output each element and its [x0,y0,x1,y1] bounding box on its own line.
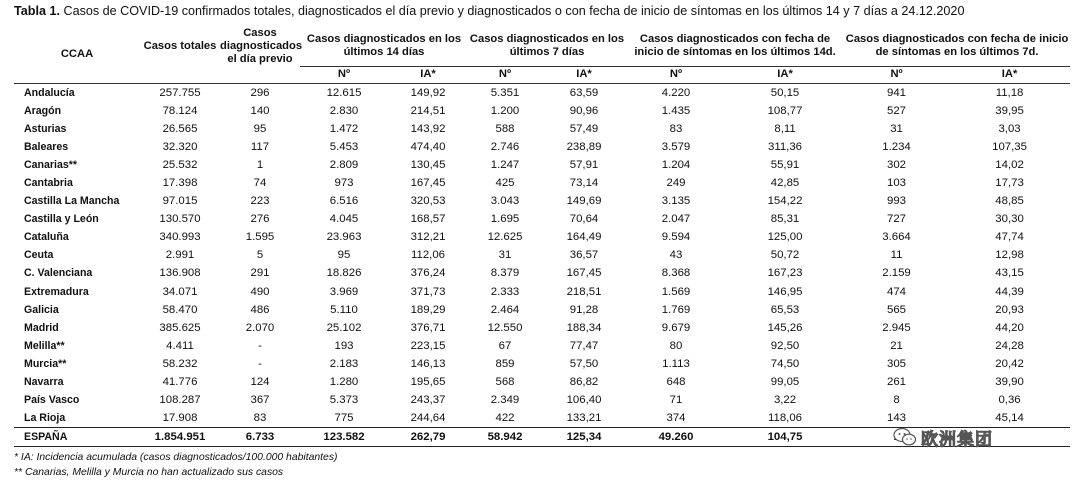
cell-s14ia: 99,05 [770,376,800,388]
cell-s14n: 4.220 [661,86,691,99]
cell-s7ia: 24,28 [995,339,1024,352]
cell-s7n: 11 [890,249,903,262]
total-name: ESPAÑA [14,428,140,447]
cell-d7n: 568 [495,376,515,388]
cell-totales: 34.071 [162,285,198,298]
cell-d14ia: 112,06 [411,249,445,262]
cell-s14n: 249 [666,176,686,189]
cell-d7ia: 57,91 [569,158,599,171]
cell-previo: 140 [250,104,270,117]
header-casos-totales: Casos totales [143,40,217,52]
ccaa-name: Madrid [24,321,59,334]
cell-totales: 78.124 [162,104,198,117]
table-row [14,120,1070,138]
cell-s14ia: 108,77 [767,104,803,117]
cell-previo: 291 [250,267,270,280]
cell-s14n: 1.569 [661,285,691,298]
cell-d7ia: 106,40 [566,394,602,407]
cell-d14n: 5.453 [329,140,359,153]
ccaa-name: Galicia [24,303,59,316]
table-row [14,337,1070,355]
cell-previo: 223 [250,195,270,208]
cell-previo: - [258,357,262,370]
cell-s7ia: 44,39 [995,285,1024,298]
cell-d7ia: 149,69 [566,195,602,208]
cell-s7n: 3.664 [882,231,911,244]
cell-d14ia: 167,45 [410,176,446,189]
cell-d7ia: 133,21 [566,412,602,425]
cell-d7ia: 238,89 [566,140,602,153]
cell-previo: 74 [253,176,267,189]
cell-s7n: 143 [887,412,907,425]
cell-d14n: 973 [334,176,354,189]
cell-s14n: 1.769 [661,303,691,316]
cell-totales: 58.470 [162,303,198,316]
cell-d14n: 2.830 [329,104,359,117]
ccaa-name: Cataluña [24,231,69,244]
cell-s14n: 2.047 [661,213,691,226]
cell-d14n: 2.809 [329,158,359,171]
header-diag-14d: Casos diagnosticados en los últimos 14 días [300,27,468,66]
cell-d7n: 31 [498,249,512,262]
cell-s7ia: 39,90 [995,376,1024,388]
cell-totales: 108.287 [159,394,201,407]
cell-s14n: 9.679 [661,321,691,334]
cell-d7n: 588 [495,122,515,135]
header-sint14-ia: IA* [726,66,844,83]
cell-d7ia: 164,49 [566,231,602,244]
cell-s14ia: 3,22 [773,394,797,407]
table-row [14,156,1070,174]
cell-totales: 4.411 [166,339,194,352]
cell-totales: 97.015 [162,195,198,208]
header-dia-previo: Casos diagnosticados el día previo [220,27,303,65]
cell-s14n: 374 [666,412,686,425]
table-row [14,264,1070,282]
cell-d14ia: 146,13 [410,357,446,370]
table-notes [14,450,337,480]
cell-totales: 257.755 [159,86,201,99]
cell-s7ia: 45,14 [995,412,1024,425]
ccaa-name: Extremadura [24,285,89,298]
cell-d7n: 2.333 [490,285,520,298]
cell-s14ia: 167,23 [767,267,803,280]
header-blank-previo [220,66,300,83]
cell-d14ia: 195,65 [410,376,446,388]
cell-d14ia: 474,40 [410,140,446,153]
cell-d7ia: 77,47 [569,339,599,352]
cell-previo: 83 [253,412,267,425]
table-row [14,210,1070,228]
cell-s7ia: 39,95 [995,104,1024,117]
table-title [14,4,964,18]
cell-s7ia: 30,30 [995,213,1024,226]
cell-s14ia: 42,85 [770,176,800,189]
ccaa-name: País Vasco [24,394,80,407]
cell-d14ia: 312,21 [410,231,446,244]
cell-s14n: 80 [669,339,683,352]
cell-d7ia: 63,59 [569,86,599,99]
cell-s7n: 261 [887,376,907,388]
cell-d7n: 1.247 [490,158,520,171]
ccaa-name: Baleares [24,140,69,153]
watermark [893,424,1073,450]
cell-d14ia: 214,51 [410,104,446,117]
cell-previo: 276 [250,213,270,226]
cell-s14n: 1.113 [662,357,690,370]
cell-s7ia: 43,15 [995,267,1024,280]
cell-d7n: 67 [498,339,512,352]
cell-s14n: 8.368 [661,267,691,280]
total-previo: 6.733 [220,428,300,447]
cell-d7n: 422 [495,412,515,425]
cell-totales: 130.570 [159,213,201,226]
cell-d7ia: 188,34 [566,321,602,334]
cell-previo: 1.595 [245,231,275,244]
cell-d14ia: 243,37 [410,394,446,407]
header-diag7-ia: IA* [542,66,626,83]
cell-s7ia: 47,74 [995,231,1024,244]
cell-s7n: 305 [887,357,907,370]
header-sintomas-7d: Casos diagnosticados con fecha de inicio de síntomas en los últimos 7d. [844,27,1070,66]
cell-previo: 296 [250,86,270,99]
cell-totales: 41.776 [162,376,198,388]
cell-totales: 17.908 [162,412,198,425]
table-row [14,319,1070,337]
cell-s14ia: 125,00 [767,231,803,244]
cell-s14n: 9.594 [661,231,691,244]
cell-s7ia: 48,85 [995,195,1024,208]
cell-s7ia: 0,36 [998,394,1021,407]
cell-totales: 136.908 [159,267,201,280]
cell-d14n: 3.969 [329,285,359,298]
header-diag14-ia: IA* [388,66,468,83]
cell-d14n: 23.963 [326,231,362,244]
cell-s7n: 21 [890,339,903,352]
cell-s14n: 3.135 [661,195,691,208]
cell-d14n: 95 [337,249,351,262]
total-totales: 1.854.951 [140,428,220,447]
cell-d14n: 6.516 [329,195,359,208]
ccaa-name: Canarias** [24,158,77,171]
cell-d14n: 5.373 [329,394,359,407]
cell-d14n: 5.110 [330,303,358,316]
cell-totales: 340.993 [159,231,201,244]
total-d7n: 58.942 [468,428,542,447]
cell-s14ia: 50,72 [770,249,800,262]
cell-s7ia: 17,73 [995,176,1024,189]
cell-d14ia: 376,71 [410,321,446,334]
table-row [14,102,1070,120]
ccaa-name: Castilla y León [24,213,99,226]
cell-d7ia: 86,82 [569,376,599,388]
covid-table [14,27,1070,447]
cell-totales: 26.565 [162,122,198,135]
cell-s14n: 1.435 [661,104,691,117]
cell-s14n: 3.579 [661,140,691,153]
table-row [14,301,1070,319]
cell-previo: 486 [250,303,270,316]
cell-s14ia: 55,91 [770,158,800,171]
cell-d14n: 775 [334,412,354,425]
cell-d7n: 12.550 [487,321,523,334]
cell-d7ia: 70,64 [569,213,599,226]
cell-s7ia: 107,35 [992,140,1027,153]
cell-s14ia: 85,31 [770,213,800,226]
cell-s7ia: 14,02 [995,158,1024,171]
cell-totales: 2.991 [165,249,195,262]
cell-d7n: 3.043 [490,195,520,208]
table-row [14,391,1070,409]
cell-s7ia: 20,93 [995,303,1024,316]
cell-s7n: 474 [887,285,907,298]
cell-d7n: 859 [495,357,515,370]
header-ccaa: CCAA [14,27,140,83]
header-blank-totales [140,66,220,83]
cell-d14ia: 320,53 [410,195,446,208]
cell-previo: 367 [250,394,270,407]
cell-d14ia: 143,92 [410,122,446,135]
cell-s7n: 941 [887,86,907,99]
cell-d7ia: 218,51 [566,285,602,298]
cell-totales: 17.398 [162,176,198,189]
table-row [14,174,1070,192]
cell-d7n: 8.379 [490,267,520,280]
cell-s7ia: 20,42 [995,357,1024,370]
cell-s7ia: 11,18 [995,86,1024,99]
header-sint14-n: Nº [626,66,726,83]
table-row [14,246,1070,264]
total-d7ia: 125,34 [542,428,626,447]
cell-s7n: 31 [890,122,903,135]
header-sint7-ia: IA* [949,66,1070,83]
cell-s14ia: 65,53 [770,303,800,316]
cell-d7ia: 91,28 [569,303,599,316]
cell-previo: - [258,339,262,352]
table-row [14,192,1070,210]
header-diag7-n: Nº [468,66,542,83]
cell-d7ia: 73,14 [569,176,599,189]
cell-previo: 2.070 [245,321,275,334]
cell-totales: 25.532 [162,158,198,171]
cell-s14ia: 50,15 [770,86,800,99]
ccaa-name: Asturias [24,122,67,135]
header-sintomas-14d: Casos diagnosticados con fecha de inicio de síntomas en los últimos 14d. [626,27,844,66]
cell-d14ia: 223,15 [410,339,446,352]
cell-d14n: 18.826 [326,267,362,280]
note-no-actualizado: ** Canarias, Melilla y Murcia no han actualizado sus casos [14,467,284,478]
cell-s14ia: 118,06 [768,412,803,425]
cell-d7ia: 57,49 [569,122,599,135]
cell-totales: 385.625 [159,321,201,334]
cell-s14ia: 8,11 [774,122,796,135]
table-row [14,138,1070,156]
cell-s14n: 43 [669,249,683,262]
ccaa-name: C. Valenciana [24,267,93,280]
cell-d7n: 1.695 [490,213,520,226]
header-diag-7d: Casos diagnosticados en los últimos 7 días [468,27,626,66]
cell-s7n: 727 [887,213,907,226]
cell-s14ia: 74,50 [770,357,800,370]
cell-totales: 58.232 [162,357,198,370]
cell-s14n: 83 [669,122,683,135]
cell-s7n: 1.234 [882,140,911,153]
cell-d14ia: 130,45 [410,158,446,171]
cell-d7n: 425 [495,176,515,189]
ccaa-name: Castilla La Mancha [24,195,120,208]
cell-d14ia: 376,24 [410,267,446,280]
header-diag14-n: Nº [300,66,388,83]
cell-d14n: 1.472 [329,122,359,135]
cell-s14ia: 311,36 [768,140,803,153]
cell-d14ia: 244,64 [410,412,446,425]
ccaa-name: Murcia** [24,357,67,370]
cell-d7n: 2.464 [490,303,520,316]
cell-d14n: 1.280 [329,376,359,388]
cell-previo: 1 [256,158,264,171]
cell-s7n: 2.945 [882,321,911,334]
cell-d14ia: 189,29 [410,303,446,316]
cell-s14ia: 145,26 [767,321,803,334]
cell-d14ia: 168,57 [410,213,446,226]
table-row [14,228,1070,246]
cell-previo: 490 [250,285,270,298]
cell-previo: 117 [250,140,270,153]
cell-s14ia: 92,50 [770,339,800,352]
total-d14n: 123.582 [300,428,388,447]
cell-previo: 95 [253,122,267,135]
cell-s7n: 2.159 [882,267,911,280]
total-s14n: 49.260 [626,428,726,447]
cell-d14n: 25.102 [326,321,362,334]
cell-d14n: 4.045 [329,213,359,226]
cell-s7n: 8 [893,394,900,407]
cell-s14n: 648 [666,376,686,388]
table-title-label: Tabla 1. [14,4,60,18]
cell-d7n: 2.746 [490,140,520,153]
ccaa-name: Ceuta [24,249,54,262]
ccaa-name: Navarra [24,376,64,388]
cell-s14n: 71 [669,394,683,407]
cell-s7ia: 3,03 [998,122,1021,135]
cell-d7ia: 36,57 [569,249,599,262]
ccaa-name: Melilla** [24,339,65,352]
total-s14ia: 104,75 [726,428,844,447]
ccaa-name: Cantabria [24,176,73,189]
cell-d7n: 12.625 [487,231,523,244]
cell-d14n: 193 [334,339,354,352]
note-ia: * IA: Incidencia acumulada (casos diagnosticados/100.000 habitantes) [14,452,338,463]
cell-d14ia: 371,73 [410,285,446,298]
cell-d14ia: 149,92 [410,86,446,99]
cell-d7n: 1.200 [490,104,520,117]
cell-s7n: 565 [887,303,907,316]
table-title-text: Casos de COVID-19 confirmados totales, diagnosticados el día previo y diagnosticados o con fecha de inicio de síntomas en los últimos 14 y 7 días a 24.12.2020 [59,4,965,18]
ccaa-name: Andalucía [24,86,75,99]
cell-d7n: 5.351 [490,86,520,99]
cell-d7ia: 90,96 [569,104,599,117]
watermark-text: 欧洲集团 [921,429,993,449]
cell-s14ia: 154,22 [767,195,803,208]
table-body [14,83,1070,447]
cell-previo: 5 [256,249,264,262]
total-d14ia: 262,79 [388,428,468,447]
cell-d7ia: 57,50 [569,357,599,370]
cell-s7n: 527 [887,104,907,117]
cell-s7n: 103 [887,176,907,189]
table-row [14,373,1070,391]
wechat-icon [893,427,917,447]
table-row [14,283,1070,301]
cell-s7ia: 44,20 [995,321,1024,334]
ccaa-name: La Rioja [24,412,66,425]
cell-s14n: 1.204 [661,158,691,171]
cell-totales: 32.320 [162,140,198,153]
ccaa-name: Aragón [24,104,62,117]
table-row [14,355,1070,373]
cell-s7n: 993 [887,195,907,208]
cell-d14n: 2.183 [329,357,359,370]
cell-s7n: 302 [887,158,907,171]
cell-d14n: 12.615 [326,86,362,99]
cell-d7n: 2.349 [490,394,520,407]
table-row [14,83,1070,102]
header-sint7-n: Nº [844,66,949,83]
cell-d7ia: 167,45 [566,267,602,280]
cell-previo: 124 [250,376,270,388]
cell-s7ia: 12,98 [995,249,1024,262]
cell-s14ia: 146,95 [767,285,803,298]
